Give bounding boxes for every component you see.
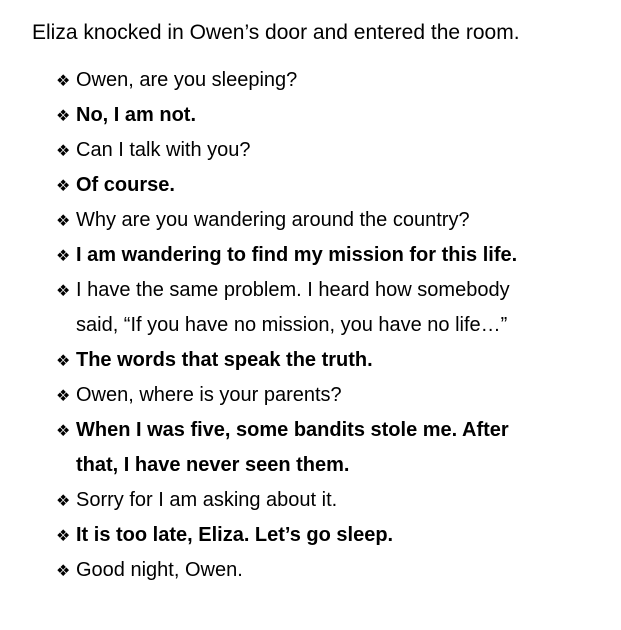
dialogue-line [56,273,611,343]
dialogue-text: I am wandering to find my mission for this life. [76,244,518,266]
page-title: Eliza knocked in Owen’s door and entered the room. [32,21,520,44]
dialogue-line [56,238,611,273]
dialogue-text: Good night, Owen. [76,559,243,581]
dialogue-line [56,518,611,553]
four-diamond-bullet-icon: ❖ [56,141,71,160]
dialogue-list [56,63,611,588]
four-diamond-bullet-icon: ❖ [56,386,71,405]
dialogue-line [56,168,611,203]
dialogue-text: Why are you wandering around the country? [76,209,470,231]
four-diamond-bullet-icon: ❖ [56,106,71,125]
dialogue-text: Owen, are you sleeping? [76,69,298,91]
dialogue-text: No, I am not. [76,104,196,126]
dialogue-line [56,483,611,518]
four-diamond-bullet-icon: ❖ [56,211,71,230]
dialogue-text: It is too late, Eliza. Let’s go sleep. [76,524,394,546]
dialogue-line [56,553,611,588]
four-diamond-bullet-icon: ❖ [56,491,71,510]
four-diamond-bullet-icon: ❖ [56,281,71,300]
four-diamond-bullet-icon: ❖ [56,176,71,195]
four-diamond-bullet-icon: ❖ [56,246,71,265]
dialogue-line [56,378,611,413]
dialogue-text: When I was five, some bandits stole me. After that, I have never seen them. [76,419,509,476]
dialogue-line [56,133,611,168]
dialogue-line [56,413,611,483]
dialogue-text: Owen, where is your parents? [76,384,342,406]
dialogue-text: Sorry for I am asking about it. [76,489,338,511]
dialogue-text: Of course. [76,174,175,196]
four-diamond-bullet-icon: ❖ [56,421,71,440]
dialogue-text: I have the same problem. I heard how somebody said, “If you have no mission, you have no life…” [76,279,510,336]
dialogue-line [56,343,611,378]
four-diamond-bullet-icon: ❖ [56,71,71,90]
four-diamond-bullet-icon: ❖ [56,526,71,545]
dialogue-line [56,63,611,98]
dialogue-text: Can I talk with you? [76,139,251,161]
dialogue-text: The words that speak the truth. [76,349,373,371]
dialogue-line [56,203,611,238]
four-diamond-bullet-icon: ❖ [56,561,71,580]
dialogue-line [56,98,611,133]
four-diamond-bullet-icon: ❖ [56,351,71,370]
